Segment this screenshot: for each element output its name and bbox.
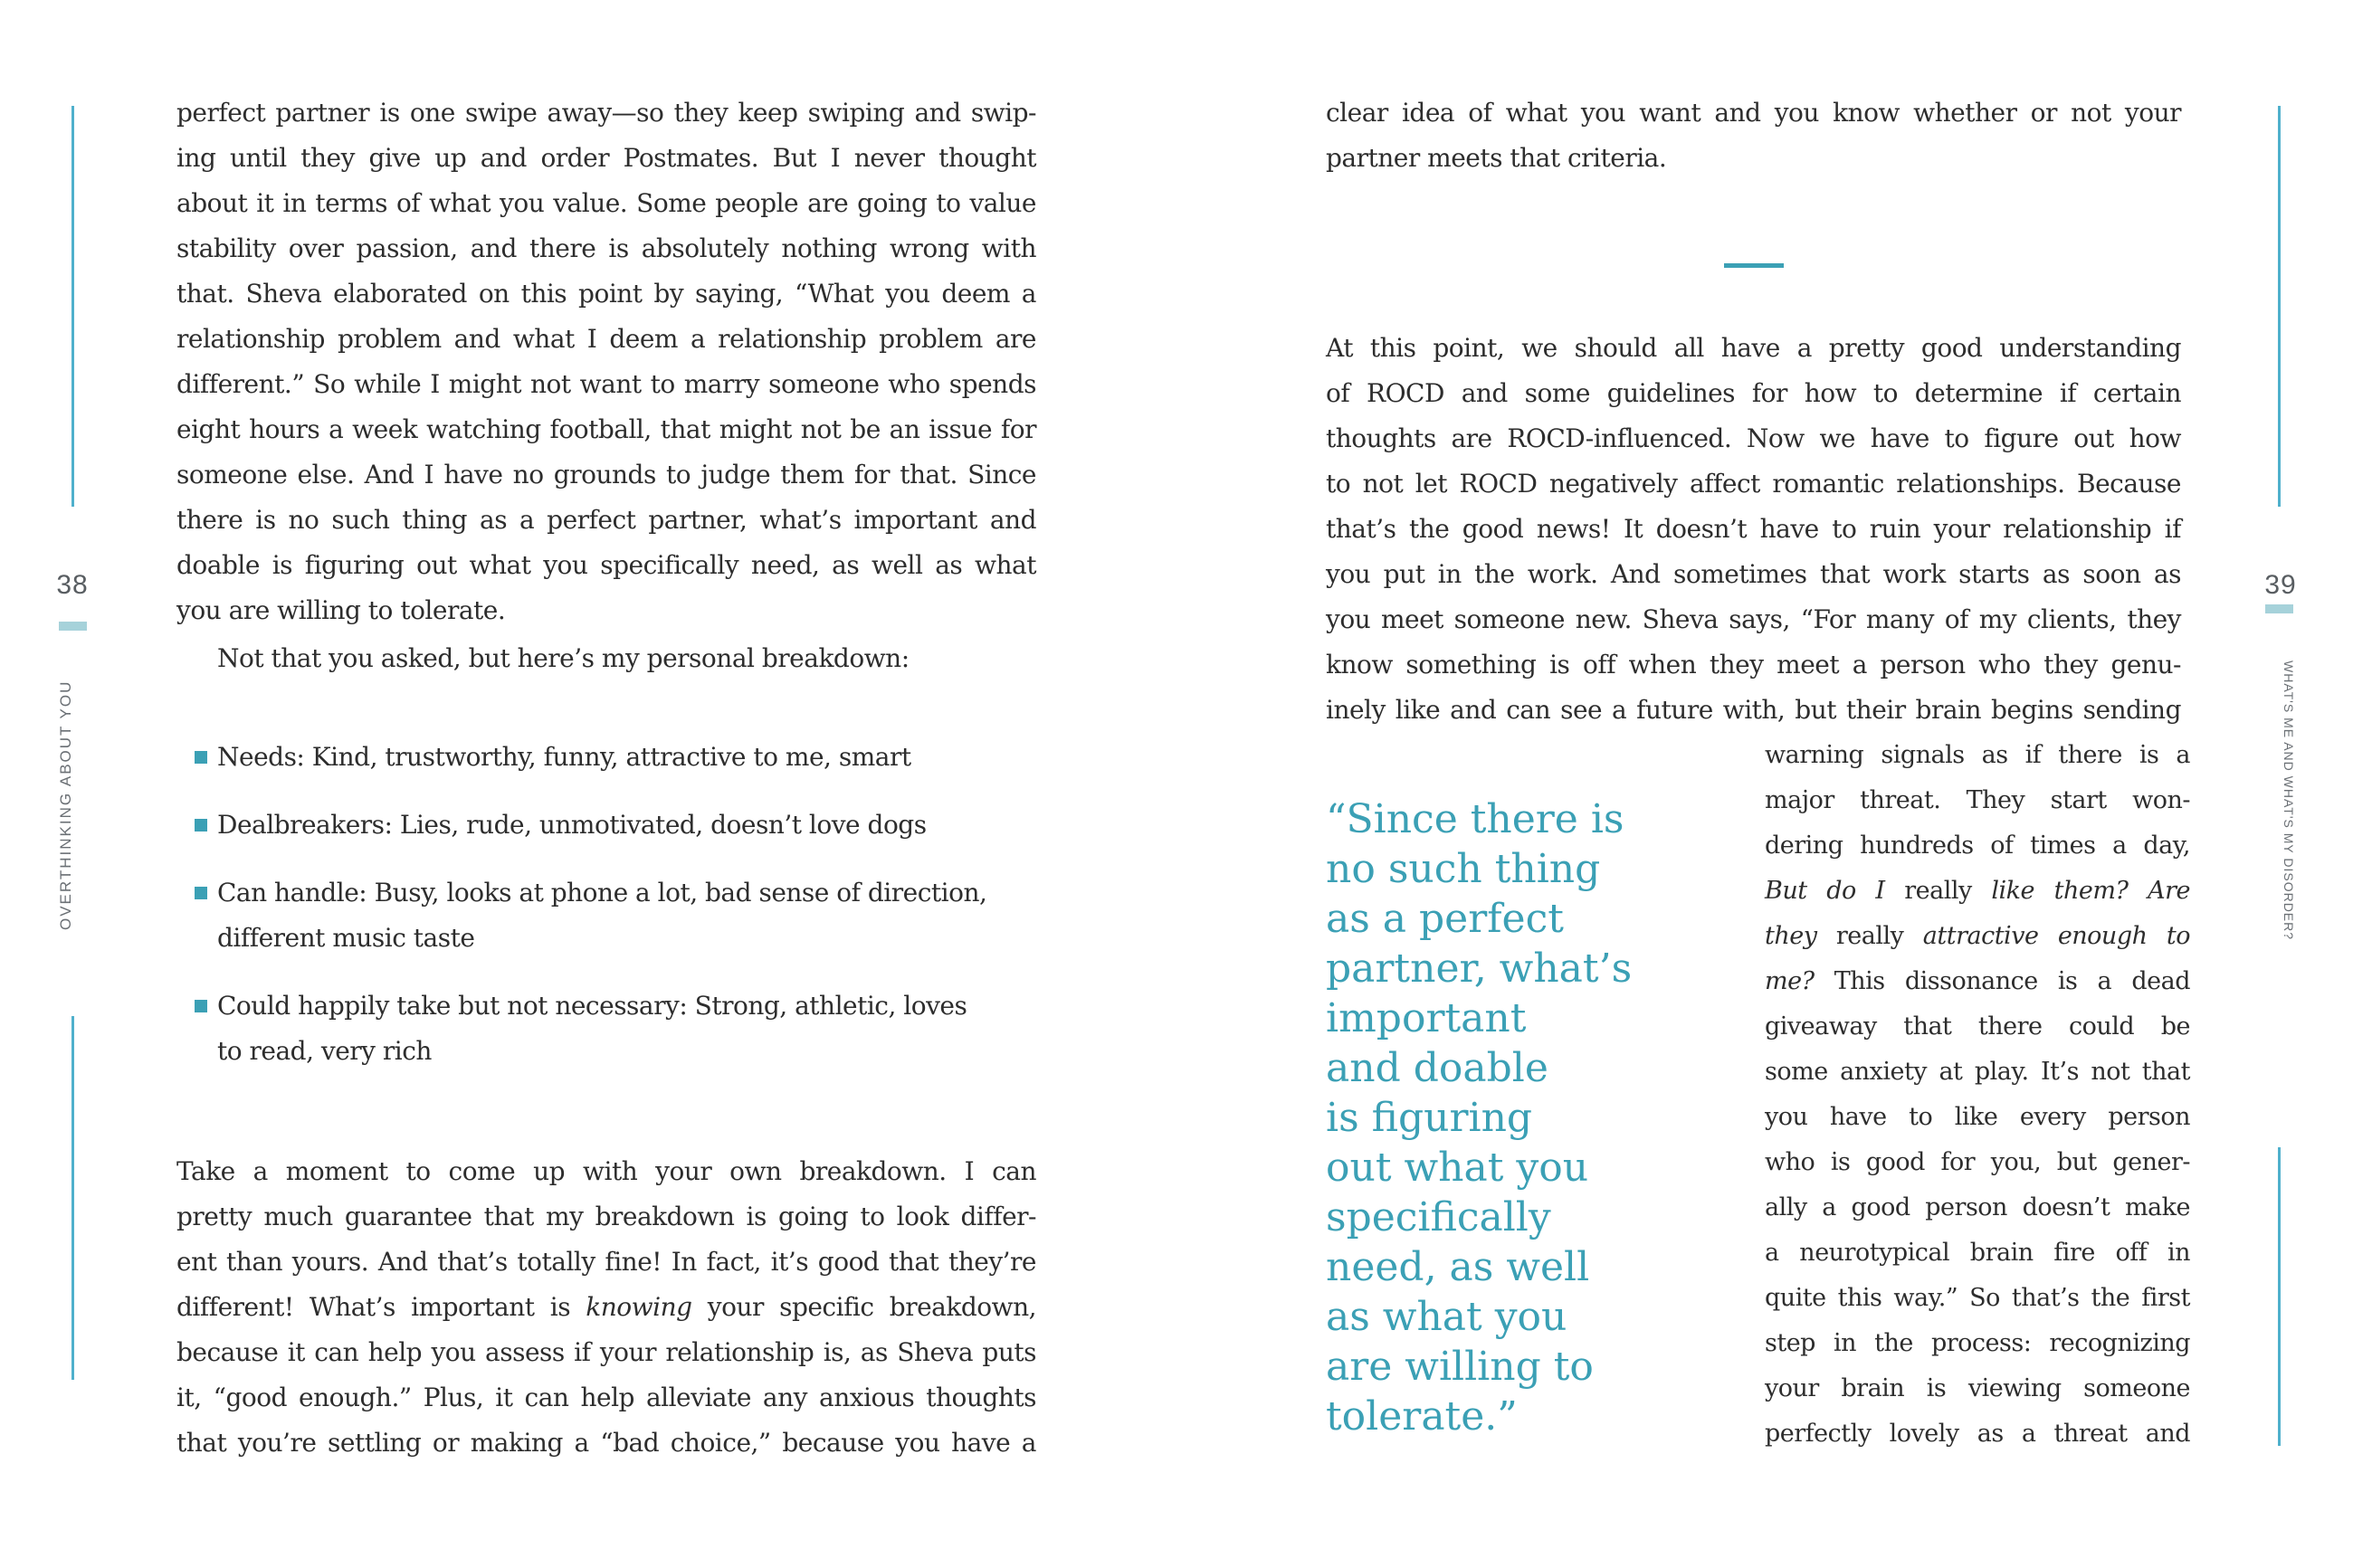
text-line: because it can help you assess if your relationship is, as Sheva puts — [176, 1337, 1036, 1367]
text-line: about it in terms of what you value. Some people are going to value — [176, 188, 1036, 218]
text-line: out what you — [1326, 1145, 1589, 1191]
text-line: important — [1326, 995, 1527, 1041]
text-line: you meet someone new. Sheva says, “For many of my clients, they — [1326, 604, 2181, 634]
bullet-square-icon — [195, 819, 207, 832]
pull-quote — [1326, 794, 1751, 1441]
text-line: Take a moment to come up with your own breakdown. I can — [176, 1156, 1036, 1186]
text-line: there is no such thing as a perfect partner, what’s important and — [176, 505, 1036, 535]
left-page — [0, 0, 1176, 1568]
text-line: specifically — [1326, 1194, 1551, 1240]
right-running-head: WHAT'S ME AND WHAT'S MY DISORDER? — [2282, 660, 2296, 941]
text-line: someone else. And I have no grounds to judge them for that. Since — [176, 460, 1036, 489]
text-line: as a perfect — [1326, 896, 1564, 942]
bullet-square-icon — [195, 887, 207, 899]
text-line: me? This dissonance is a dead — [1765, 967, 2190, 995]
text-line: you are willing to tolerate. — [176, 595, 506, 625]
text-line: dering hundreds of times a day, — [1765, 832, 2190, 860]
text-line: some anxiety at play. It’s not that — [1765, 1058, 2190, 1086]
breakdown-bullet-list — [176, 735, 996, 1097]
text-line: who is good for you, but gener- — [1765, 1148, 2190, 1176]
left-margin-bottom-rule — [71, 1016, 74, 1380]
text-line: stability over passion, and there is absolutely nothing wrong with — [176, 233, 1036, 263]
text-line: it, “good enough.” Plus, it can help alleviate any anxious thoughts — [176, 1383, 1036, 1412]
text-line: doable is figuring out what you specifically need, as well as what — [176, 550, 1036, 580]
text-line: warning signals as if there is a — [1765, 741, 2190, 769]
text-line: eight hours a week watching football, that might not be an issue for — [176, 414, 1036, 444]
left-page-number-bar — [59, 622, 87, 631]
right-paragraph-2 — [1326, 326, 2181, 733]
text-line: are willing to — [1326, 1344, 1594, 1390]
text-line: quite this way.” So that’s the first — [1765, 1284, 2190, 1312]
right-page — [1176, 0, 2353, 1568]
text-line: “Since there is — [1326, 796, 1624, 842]
bullet-text: Dealbreakers: Lies, rude, unmotivated, doesn’t love dogs — [217, 810, 927, 840]
text-line: you put in the work. And sometimes that work starts as soon as — [1326, 559, 2181, 589]
left-paragraph-2: Not that you asked, but here’s my personal breakdown: — [217, 643, 910, 673]
text-line: as what you — [1326, 1294, 1567, 1340]
left-margin-top-rule — [71, 106, 74, 507]
left-paragraph-3 — [176, 1149, 1036, 1466]
text-line: know something is off when they meet a person who they genu- — [1326, 650, 2181, 679]
text-line: they really attractive enough to — [1765, 922, 2190, 950]
left-running-head: OVERTHINKING ABOUT YOU — [57, 679, 74, 931]
text-line: major threat. They start won- — [1765, 786, 2190, 814]
text-line: But do I really like them? Are — [1765, 877, 2190, 905]
bullet-item — [176, 803, 996, 848]
text-line: need, as well — [1326, 1244, 1590, 1290]
bullet-text: Needs: Kind, trustworthy, funny, attractive to me, smart — [217, 742, 911, 772]
text-line: different! What’s important is knowing your specific breakdown, — [176, 1292, 1037, 1322]
text-line: that’s the good news! It doesn’t have to ruin your relationship if — [1326, 514, 2181, 544]
text-line: relationship problem and what I deem a relationship problem are — [176, 324, 1036, 354]
text-line: pretty much guarantee that my breakdown is going to look differ- — [176, 1202, 1036, 1231]
section-divider-rule — [1724, 263, 1784, 268]
right-page-number: 39 — [2264, 570, 2297, 600]
text-line: your brain is viewing someone — [1765, 1374, 2190, 1402]
right-margin-bottom-rule — [2278, 1147, 2281, 1446]
text-line: that. Sheva elaborated on this point by saying, “What you deem a — [176, 279, 1036, 309]
text-line: a neurotypical brain fire off in — [1765, 1239, 2190, 1267]
text-line: that you’re settling or making a “bad choice,” because you have a — [176, 1428, 1036, 1458]
text-line: is figuring — [1326, 1095, 1533, 1141]
text-line: partner meets that criteria. — [1326, 143, 1667, 173]
bullet-square-icon — [195, 751, 207, 764]
bullet-item — [176, 870, 996, 961]
left-page-number: 38 — [56, 570, 89, 600]
text-line: different.” So while I might not want to marry someone who spends — [176, 369, 1036, 399]
text-line: thoughts are ROCD-influenced. Now we have to figure out how — [1326, 423, 2181, 453]
text-line: perfect partner is one swipe away—so they keep swiping and swip- — [176, 98, 1036, 128]
right-page-number-bar — [2265, 604, 2293, 613]
text-line: clear idea of what you want and you know whether or not your — [1326, 98, 2181, 128]
bullet-text: Could happily take but not necessary: Strong, athletic, loves to read, very rich — [217, 991, 967, 1066]
text-line: inely like and can see a future with, but their brain begins sending — [1326, 695, 2181, 725]
bullet-square-icon — [195, 1000, 207, 1012]
text-line: and doable — [1326, 1045, 1548, 1091]
text-line: perfectly lovely as a threat and — [1765, 1420, 2190, 1448]
text-line: you have to like every person — [1765, 1103, 2190, 1131]
text-line: giveaway that there could be — [1765, 1012, 2190, 1041]
right-paragraph-1 — [1326, 90, 2181, 181]
text-line: to not let ROCD negatively affect romantic relationships. Because — [1326, 469, 2181, 499]
text-line: no such thing — [1326, 846, 1601, 892]
text-line: ent than yours. And that’s totally fine! In fact, it’s good that they’re — [176, 1247, 1036, 1277]
text-line: step in the process: recognizing — [1765, 1329, 2190, 1357]
text-line: At this point, we should all have a pretty good understanding — [1326, 333, 2181, 363]
text-line: ally a good person doesn’t make — [1765, 1193, 2190, 1221]
right-margin-top-rule — [2278, 106, 2281, 507]
bullet-item — [176, 984, 996, 1074]
text-line: of ROCD and some guidelines for how to determine if certain — [1326, 378, 2181, 408]
text-line: partner, what’s — [1326, 946, 1633, 992]
right-narrow-column — [1765, 733, 2190, 1457]
text-line: ing until they give up and order Postmates. But I never thought — [176, 143, 1036, 173]
bullet-text: Can handle: Busy, looks at phone a lot, bad sense of direction, different music taste — [217, 878, 987, 953]
left-paragraph-1 — [176, 90, 1036, 633]
bullet-item — [176, 735, 996, 780]
text-line: tolerate.” — [1326, 1393, 1518, 1440]
